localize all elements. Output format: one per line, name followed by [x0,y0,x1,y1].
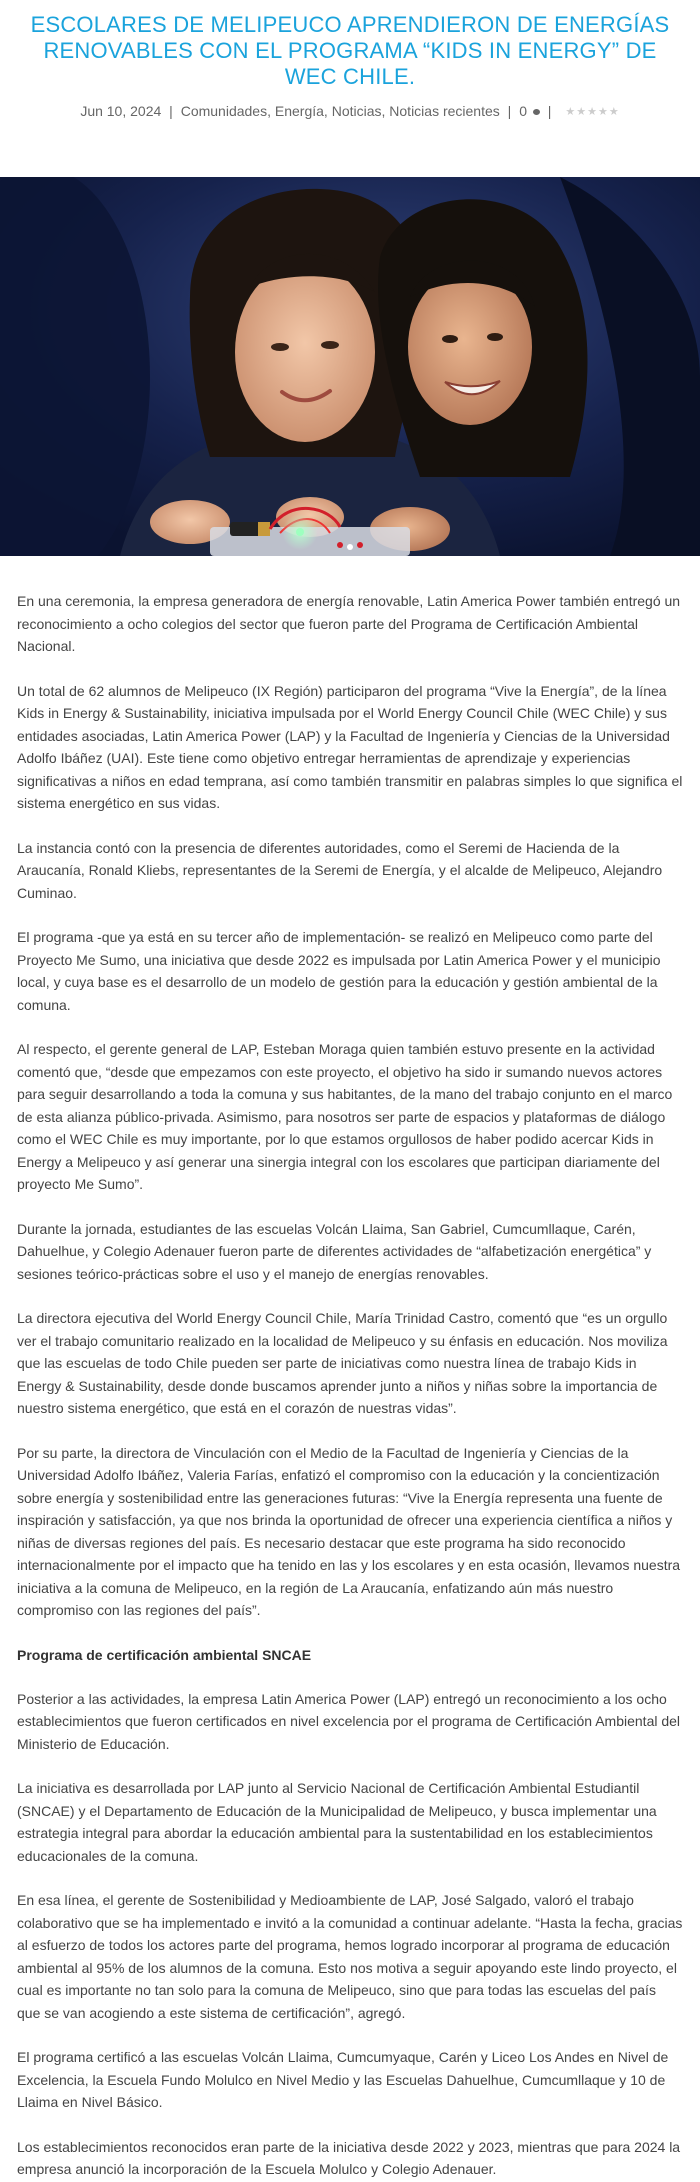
article-paragraph: En una ceremonia, la empresa generadora de energía renovable, Latin America Power también entregó un reconocimiento a ocho colegios del sector que fueron parte del Programa de Certificación Ambiental Nacional. [17,593,681,654]
star-icon: ★ [608,106,620,118]
bracelet-bead [337,542,343,548]
child-two-eye [487,333,503,341]
meta-separator: | [547,103,552,119]
star-icon: ★ [597,106,609,118]
article-paragraph: La directora ejecutiva del World Energy Council Chile, María Trinidad Castro, comentó que “es un orgullo ver el trabajo comunitario realizado en la localidad de Melipeuco y su énfasis en educación. Nos moviliza que las escuelas de todo Chile pueden ser parte de iniciativas como nuestra línea de trabajo Kids in Energy & Sustainability, desde donde buscamos aprender junto a niños y niñas sobre la importancia de nuestro sistema energético, que está en el corazón de nuestras vidas”. [17,1310,668,1416]
article-paragraph: El programa certificó a las escuelas Volcán Llaima, Cumcumyaque, Carén y Liceo Los Andes en Nivel de Excelencia, la Escuela Fundo Molulco en Nivel Medio y las Escuelas Dahuelhue, Cumcumllaque y 10 de Llaima en Nivel Básico. [17,2049,669,2110]
article-paragraph: Un total de 62 alumnos de Melipeuco (IX Región) participaron del programa “Vive la Energía”, de la línea Kids in Energy & Sustainability, iniciativa impulsada por el World Energy Council Chile (WEC Chile) y sus entidades asociadas, Latin America Power (LAP) y la Facultad de Ingeniería y Ciencias de la Universidad Adolfo Ibáñez (UAI). Este tiene como objetivo entregar herramientas de aprendizaje y experiencias significativas a niños en edad temprana, así como también transmitir en palabras simples lo que significa el sistema energético en sus vidas. [17,682,683,811]
battery-cap [258,522,270,536]
child-two-eye [442,335,458,343]
meta-separator: | [169,103,173,119]
rating-stars [565,103,619,121]
star-icon: ★ [565,106,577,118]
category-link-noticias[interactable]: Noticias [331,103,382,119]
article-paragraph: La iniciativa es desarrollada por LAP junto al Servicio Nacional de Certificación Ambiental Estudiantil (SNCAE) y el Departamento de Educación de la Municipalidad de Melipeuco, y busca implementar una estrategia integral para abordar la educación ambiental para la sustentabilidad en los establecimientos educacionales de la comuna. [17,1780,657,1864]
post-header [0,0,700,121]
article-paragraph: Posterior a las actividades, la empresa Latin America Power (LAP) entregó un reconocimiento a los ocho establecimientos que fueron certificados en nivel excelencia por el programa de Certificación Ambiental del Ministerio de Educación. [17,1690,681,1752]
post-date: Jun 10, 2024 [80,103,162,119]
category-link-energia[interactable]: Energía [274,103,324,119]
comment-count: 0 [519,103,527,119]
meta-separator: | [507,103,512,119]
post-meta: Jun 10, 2024 | Comunidades, Energía, Noticias, Noticias recientes | 0 | ★★★★★ [80,103,620,119]
child-one-eye [271,343,289,351]
article-paragraph: El programa -que ya está en su tercer año de implementación- se realizó en Melipeuco como parte del Proyecto Me Sumo, una iniciativa que desde 2022 es impulsada por Latin America Power y el municipio local, y cuya base es el desarrollo de un modelo de gestión para la educación y gestión ambiental de la comuna. [17,929,661,1013]
comments-link[interactable] [519,103,540,119]
led [296,528,304,536]
featured-image [0,177,700,556]
bracelet-bead [347,544,353,550]
featured-image-illustration [0,177,700,556]
article-paragraph: En esa línea, el gerente de Sostenibilidad y Medioambiente de LAP, José Salgado, valoró el trabajo colaborativo que se ha implementado e invitó a la comunidad a continuar adelante. “Hasta la fecha, gracias al esfuerzo de todos los actores parte del programa, hemos logrado incorporar al programa de educación ambiental al 95% de los alumnos de la comuna. Esto nos motiva a seguir apoyando este lindo proyecto, el cual es importante no tan solo para la comuna de Melipeuco, sino que para todas las escuelas del país que se van acogiendo a este sistema de certificación”, agregó. [17,1892,683,2021]
article-paragraph: La instancia contó con la presencia de diferentes autoridades, como el Seremi de Hacienda de la Araucanía, Ronald Kliebs, representantes de la Seremi de Energía, y el alcalde de Melipeuco, Alejandro Cuminao. [17,839,663,901]
article-paragraph: Por su parte, la directora de Vinculación con el Medio de la Facultad de Ingeniería y Ciencias de la Universidad Adolfo Ibáñez, Valeria Farías, enfatizó el compromiso con la educación y la concientización sobre energía y sostenibilidad entre las generaciones futuras: “Vive la Energía representa una fuente de inspiración y satisfacción, ya que nos brinda la oportunidad de ofrecer una experiencia científica a niños y niñas de diversas regiones del país. Es necesario destacar que este programa ha sido reconocido internacionalmente por el impacto que ha tenido en las y los escolares y en esta ocasión, llevamos nuestra iniciativa a la comuna de Melipeuco, en la región de La Araucanía, enfatizando aún más nuestro compromiso con las regiones del país”. [17,1444,681,1618]
star-icon: ★ [576,106,588,118]
article-paragraph: Durante la jornada, estudiantes de las escuelas Volcán Llaima, San Gabriel, Cumcumllaque, Carén, Dahuelhue, y Colegio Adenauer fueron parte de diferentes actividades de “alfabetización energética” y sesiones teórico-prácticas sobre el uso y el manejo de energías renovables. [17,1220,652,1282]
child-one-eye [321,341,339,349]
article-paragraph: Al respecto, el gerente general de LAP, Esteban Moraga quien también estuvo presente en la actividad comentó que, “desde que empezamos con este proyecto, el objetivo ha sido ir sumando nuevos actores para seguir desarrollando a toda la comuna y sus habitantes, de la mano del trabajo conjunto en el marco de esta alianza público-privada. Asimismo, para nosotros ser parte de espacios y plataformas de diálogo como el WEC Chile es muy importante, por lo que estamos orgullosos de haber podido acercar Kids in Energy a Melipeuco y así generar una sinergia integral con los escolares que participan diariamente del proyecto Me Sumo”. [17,1041,673,1192]
category-link-comunidades[interactable]: Comunidades [180,103,268,119]
article-paragraph: Los establecimientos reconocidos eran parte de la iniciativa desde 2022 y 2023, mientras que para 2024 la empresa anunció la incorporación de la Escuela Molulco y Colegio Adenauer. [17,2138,681,2177]
article-body [0,556,700,2181]
comment-bubble-icon [533,109,540,115]
star-icon: ★ [587,106,598,118]
category-link-noticias-recientes[interactable]: Noticias recientes [389,103,500,119]
page-title: ESCOLARES DE MELIPEUCO APRENDIERON DE ENERGÍAS RENOVABLES CON EL PROGRAMA “KIDS IN ENERGY” DE WEC CHILE. [30,12,670,89]
child-one-face [235,262,375,442]
section-subheading: Programa de certificación ambiental SNCAE [17,1646,312,1663]
bracelet-bead [357,542,363,548]
